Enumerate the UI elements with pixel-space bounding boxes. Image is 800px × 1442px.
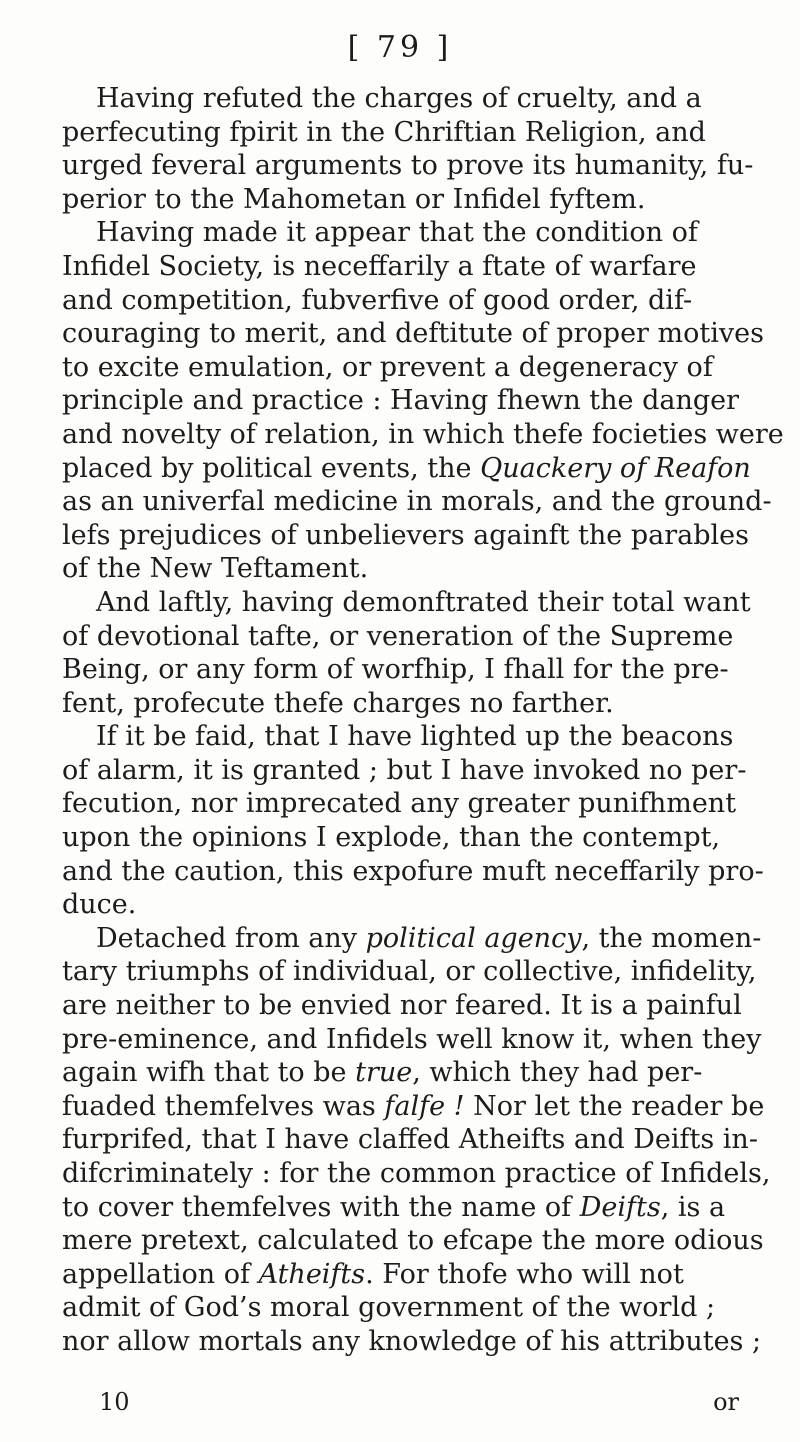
text-line xyxy=(62,1056,752,1090)
line-text: again wifh that to be xyxy=(62,1057,356,1089)
italic-text: falfe ! xyxy=(384,1090,465,1122)
line-text: difcriminately : for the common practice of Infidels, xyxy=(62,1158,771,1189)
line-text: Having made it appear that the condition of xyxy=(96,217,698,249)
signature-mark: 10 xyxy=(99,1388,130,1416)
line-text: couraging to merit, and deftitute of proper motives xyxy=(62,318,764,350)
line-text: duce. xyxy=(62,889,137,921)
text-line xyxy=(62,787,752,821)
text-line xyxy=(62,284,752,318)
line-text: admit of God’s moral government of the world ; xyxy=(62,1292,716,1324)
line-text: placed by political events, the xyxy=(62,452,481,484)
line-text: And laftly, having demonftrated their total want xyxy=(96,586,751,618)
italic-text: political agency xyxy=(365,922,582,954)
catchword: or xyxy=(713,1388,739,1416)
line-text: Detached from any xyxy=(96,922,366,954)
text-line xyxy=(62,1224,764,1258)
italic-text: true xyxy=(355,1057,413,1089)
line-text: and the caution, this expofure muft neceffarily pro- xyxy=(62,855,764,887)
text-line xyxy=(62,1191,752,1225)
line-text: nor allow mortals any knowledge of his attributes ; xyxy=(62,1325,762,1357)
line-text-after: Nor let the reader be xyxy=(464,1090,765,1122)
line-text: appellation of xyxy=(62,1258,259,1290)
text-line xyxy=(62,1325,762,1359)
text-line xyxy=(62,418,784,452)
text-line xyxy=(62,1123,758,1157)
line-text: are neither to be envied nor feared. It is a painful xyxy=(62,990,742,1022)
italic-text: Deifts xyxy=(579,1191,661,1223)
line-text-after: . For thofe who will not xyxy=(365,1258,684,1290)
line-text: fent, profecute thefe charges no farther. xyxy=(62,687,614,719)
line-text-after: , the momen- xyxy=(581,922,762,954)
page-footer xyxy=(99,1388,739,1416)
line-text: of the New Teftament. xyxy=(62,553,369,585)
text-line xyxy=(62,989,752,1023)
line-text: Infidel Society, is neceffarily a ftate of warfare xyxy=(62,250,697,282)
text-line xyxy=(62,216,752,250)
text-line xyxy=(62,687,752,721)
text-line xyxy=(62,821,752,855)
line-text: of alarm, it is granted ; but I have invoked no per- xyxy=(62,754,747,786)
text-line xyxy=(62,720,752,754)
text-line xyxy=(62,1291,752,1325)
line-text: furprifed, that I have claffed Atheifts and Deifts in- xyxy=(62,1124,758,1156)
line-text: to cover themfelves with the name of xyxy=(62,1191,580,1223)
text-line xyxy=(62,519,752,553)
line-text: and competition, fubverfive of good order, dif- xyxy=(62,284,693,316)
line-text-after: , is a xyxy=(660,1191,726,1223)
line-text: pre-eminence, and Infidels well know it, when they xyxy=(62,1023,762,1055)
text-line xyxy=(62,183,752,217)
line-text: principle and practice : Having fhewn the danger xyxy=(62,385,740,417)
text-line xyxy=(62,888,752,922)
text-line xyxy=(62,586,752,620)
text-line xyxy=(62,1023,762,1057)
line-text-after: , which they had per- xyxy=(412,1057,703,1089)
line-text: to excite emulation, or prevent a degeneracy of xyxy=(62,351,713,383)
text-line xyxy=(62,620,752,654)
line-text: perior to the Mahometan or Infidel fyftem. xyxy=(62,183,646,215)
line-text: fuaded themfelves was xyxy=(62,1090,385,1122)
line-text: as an univerfal medicine in morals, and the ground- xyxy=(62,486,772,518)
text-line xyxy=(62,552,752,586)
text-line xyxy=(62,1258,752,1292)
text-line xyxy=(62,485,772,519)
text-line xyxy=(62,1157,771,1191)
line-text: If it be faid, that I have lighted up the beacons xyxy=(96,721,734,753)
italic-text: Atheifts xyxy=(258,1258,366,1290)
body-text xyxy=(62,82,784,1359)
text-line xyxy=(62,653,752,687)
page-number: [ 79 ] xyxy=(347,30,453,65)
text-line xyxy=(62,351,752,385)
line-text: tary triumphs of individual, or collective, infidelity, xyxy=(62,956,757,988)
text-line xyxy=(62,116,752,150)
text-line xyxy=(62,149,752,183)
line-text: lefs prejudices of unbelievers againft the parables xyxy=(62,519,749,551)
text-line xyxy=(62,82,752,116)
text-line xyxy=(62,250,752,284)
text-line xyxy=(62,754,752,788)
text-line xyxy=(62,855,764,889)
line-text: upon the opinions I explode, than the contempt, xyxy=(62,822,721,854)
line-text: urged feveral arguments to prove its humanity, fu- xyxy=(62,150,754,182)
text-line xyxy=(62,452,752,486)
line-text: of devotional tafte, or veneration of the Supreme xyxy=(62,620,734,652)
line-text: Being, or any form of worfhip, I fhall for the pre- xyxy=(62,654,729,686)
line-text: perfecuting fpirit in the Chriftian Religion, and xyxy=(62,116,706,148)
line-text: Having refuted the charges of cruelty, and a xyxy=(96,83,702,114)
text-line xyxy=(62,922,762,956)
line-text: mere pretext, calculated to efcape the more odious xyxy=(62,1225,764,1257)
text-line xyxy=(62,317,764,351)
text-line xyxy=(62,1090,765,1124)
line-text: and novelty of relation, in which thefe focieties were xyxy=(62,418,784,450)
line-text: fecution, nor imprecated any greater punifhment xyxy=(62,788,737,820)
italic-text: Quackery of Reafon xyxy=(480,452,751,484)
text-line xyxy=(62,384,752,418)
text-line xyxy=(62,955,757,989)
